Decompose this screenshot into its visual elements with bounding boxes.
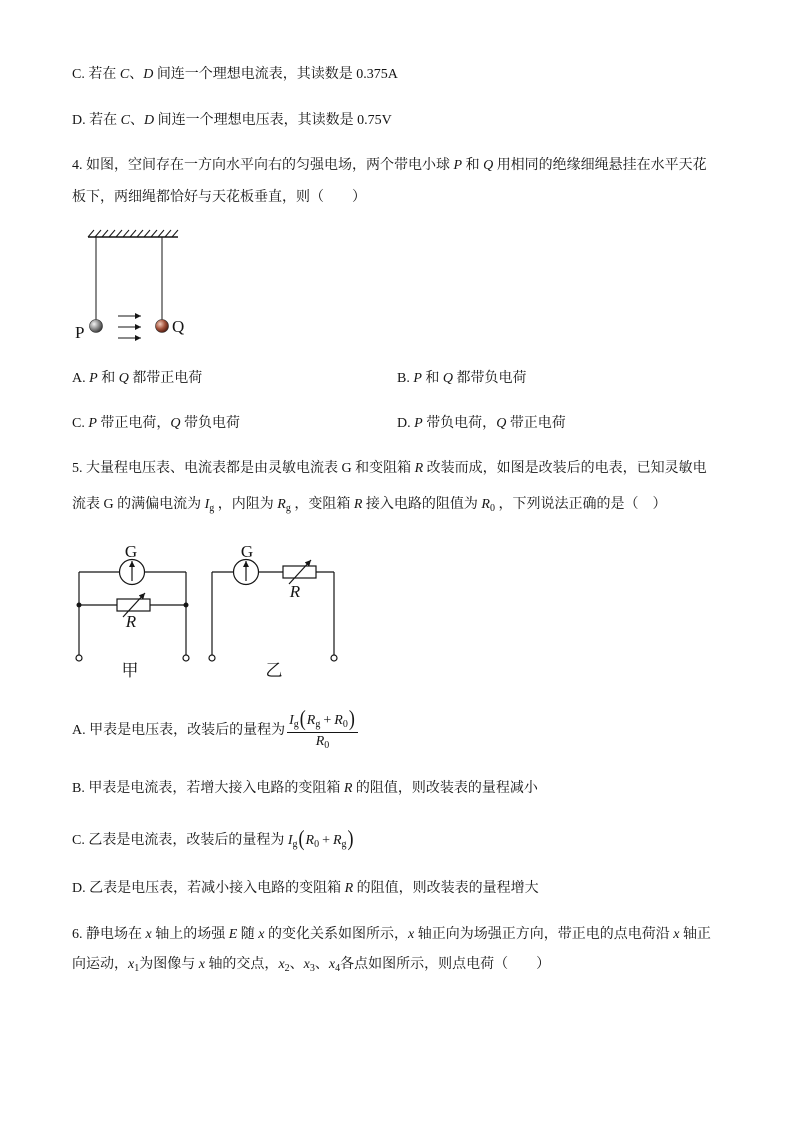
q4-option-c[interactable]: [72, 414, 240, 434]
q5-option-a[interactable]: [72, 705, 358, 751]
text-run: C. 若在: [72, 67, 120, 82]
math-variable: E: [228, 927, 238, 942]
math-variable: D: [143, 113, 155, 128]
text-run: 带正电荷: [506, 416, 566, 431]
ceiling-hatch: [88, 230, 178, 237]
hatch-mark: [116, 230, 122, 237]
math-subscript: g: [293, 718, 299, 730]
text-run: 都带负电荷: [453, 371, 527, 386]
text-run: 和: [97, 371, 119, 386]
math-subscript: 2: [284, 963, 290, 974]
text-run: 板下，两细绳都恰好与天花板垂直，则（ ）: [72, 190, 366, 205]
label-p: P: [75, 323, 85, 342]
text-run: 轴的交点，: [204, 957, 279, 972]
text-run: B. 甲表是电流表，若增大接入电路的变阻箱: [72, 781, 344, 796]
hatch-mark: [158, 230, 164, 237]
hatch-mark: [130, 230, 136, 237]
meter-label: G: [240, 542, 254, 561]
text-run: 的变化关系如图所示，: [264, 927, 408, 942]
circuit-jia: [76, 560, 189, 662]
q4-stem-line-2: [72, 188, 366, 208]
text-run: 、: [129, 113, 144, 128]
math-subscript: g: [209, 503, 215, 514]
q4-figure: [60, 225, 200, 350]
q4-option-d[interactable]: [397, 414, 566, 434]
hatch-mark: [102, 230, 108, 237]
math-operator: +: [323, 712, 332, 728]
math-variable: D: [143, 67, 154, 82]
text-run: 、: [314, 957, 329, 972]
circuit-caption: 甲: [121, 661, 139, 680]
text-run: A. 甲表是电压表，改装后的量程为: [72, 723, 286, 738]
math-variable: x: [408, 927, 415, 942]
q5-figure: [60, 535, 360, 685]
hatch-mark: [165, 230, 171, 237]
math-variable: Q: [442, 371, 454, 386]
ball-p: [90, 320, 103, 333]
terminal: [183, 655, 189, 661]
math-subscript: 0: [314, 839, 320, 850]
text-run: ，下列说法正确的是（ ）: [494, 497, 667, 512]
q5-stem-line-2: [72, 495, 666, 515]
text-run: 轴上的场强: [151, 927, 229, 942]
math-paren: (: [299, 705, 306, 730]
hatch-mark: [95, 230, 101, 237]
math-variable: R: [332, 833, 342, 848]
text-run: ，变阻箱: [290, 497, 354, 512]
math-subscript: g: [315, 718, 321, 730]
q3-option-c[interactable]: [72, 65, 398, 85]
hatch-mark: [172, 230, 178, 237]
text-run: 向运动，: [72, 957, 128, 972]
text-run: 5. 大量程电压表、电流表都是由灵敏电流表 G 和变阻箱: [72, 461, 415, 476]
text-run: 和: [421, 371, 443, 386]
math-subscript: 4: [335, 963, 341, 974]
math-variable: Q: [118, 371, 129, 386]
math-variable: x: [145, 927, 152, 942]
math-variable: x: [198, 957, 205, 972]
text-run: 6. 静电场在: [72, 927, 146, 942]
q6-stem-line-2: [72, 955, 550, 975]
text-run: 用相同的绝缘细绳悬挂在水平天花: [493, 158, 707, 173]
text-run: C. 乙表是电流表，改装后的量程为: [72, 833, 288, 848]
math-variable: R: [353, 497, 363, 512]
text-run: 都带正电荷: [128, 371, 203, 386]
math-paren: ): [348, 705, 355, 730]
math-variable: P: [453, 158, 463, 173]
math-paren: ): [347, 825, 354, 851]
math-variable: R: [305, 833, 315, 848]
text-run: D. 乙表是电压表，若减小接入电路的变阻箱: [72, 881, 345, 896]
terminal: [76, 655, 82, 661]
text-run: A.: [72, 371, 90, 386]
math-variable: P: [88, 416, 97, 431]
math-subscript: g: [292, 839, 298, 850]
math-variable: P: [414, 416, 423, 431]
text-run: 的阻值，则改装表的量程增大: [353, 881, 539, 896]
math-variable: x: [303, 957, 310, 972]
math-variable: I: [289, 712, 294, 728]
math-variable: C: [120, 113, 130, 128]
hatch-mark: [144, 230, 150, 237]
math-variable: Q: [483, 158, 494, 173]
math-variable: P: [89, 371, 98, 386]
hatch-mark: [109, 230, 115, 237]
math-variable: I: [204, 497, 210, 512]
text-run: 改装而成，如图是改装后的电表，已知灵敏电: [423, 461, 707, 476]
fraction-numerator: [287, 705, 358, 733]
junction-dot: [77, 603, 82, 608]
math-variable: Q: [170, 416, 181, 431]
text-run: ，内阻为: [214, 497, 278, 512]
hatch-mark: [123, 230, 129, 237]
text-run: 4. 如图，空间存在一方向水平向右的匀强电场，两个带电小球: [72, 158, 454, 173]
option-a-text: [72, 719, 285, 739]
q5-option-c[interactable]: [72, 825, 355, 851]
text-run: 、: [129, 67, 144, 82]
electric-field-arrows: [118, 316, 141, 338]
text-run: D. 若在: [72, 113, 121, 128]
math-variable: R: [315, 733, 325, 749]
text-run: 带负电荷，: [422, 416, 497, 431]
text-run: 为图像与: [139, 957, 199, 972]
text-run: 间连一个理想电压表，其读数是 0.75V: [154, 113, 392, 128]
q4-option-b[interactable]: [397, 369, 527, 389]
math-subscript: 0: [324, 739, 330, 751]
text-run: 带正电荷，: [96, 416, 171, 431]
text-run: 的阻值，则改装表的量程减小: [352, 781, 538, 796]
terminal: [209, 655, 215, 661]
q5-option-b[interactable]: [72, 779, 538, 799]
math-variable: x: [328, 957, 336, 972]
math-variable: R: [481, 497, 490, 512]
math-operator: +: [322, 833, 330, 848]
text-run: B.: [397, 371, 414, 386]
text-run: D.: [397, 416, 415, 431]
q4-stem-line-1: [72, 156, 707, 176]
math-variable: I: [287, 833, 293, 848]
text-run: 、: [289, 957, 304, 972]
junction-dot: [184, 603, 189, 608]
q3-option-d[interactable]: [72, 111, 392, 131]
range-fraction: [287, 705, 358, 751]
math-subscript: 1: [134, 963, 140, 974]
q6-stem-line-1: [72, 925, 711, 945]
q5-option-d[interactable]: [72, 879, 539, 899]
math-variable: R: [306, 712, 316, 728]
terminal: [331, 655, 337, 661]
math-variable: x: [258, 927, 265, 942]
text-run: 流表 G 的满偏电流为: [72, 497, 205, 512]
math-paren: (: [298, 825, 305, 851]
fraction-denominator: [316, 733, 330, 751]
text-run: 带负电荷: [180, 416, 241, 431]
math-variable: R: [343, 781, 353, 796]
math-variable: x: [128, 957, 135, 972]
hatch-mark: [137, 230, 143, 237]
circuit-caption: 乙: [265, 661, 283, 680]
math-subscript: 0: [489, 503, 495, 514]
text-run: 轴正: [679, 927, 711, 942]
math-subscript: 3: [309, 963, 315, 974]
label-q: Q: [172, 317, 185, 336]
math-variable: R: [277, 497, 286, 512]
math-variable: P: [413, 371, 422, 386]
hatch-mark: [151, 230, 157, 237]
text-run: 轴正向为场强正方向，带正电的点电荷沿: [414, 927, 674, 942]
q5-stem-line-1: [72, 459, 707, 479]
math-variable: R: [414, 461, 424, 476]
ball-q: [156, 320, 169, 333]
text-run: 各点如图所示，则点电荷（ ）: [340, 957, 551, 972]
math-variable: x: [673, 927, 680, 942]
math-variable: Q: [496, 416, 507, 431]
math-subscript: 0: [342, 718, 348, 730]
text-run: 和: [462, 158, 484, 173]
resistor-label: R: [125, 612, 137, 631]
math-subscript: g: [341, 839, 347, 850]
text-run: C.: [72, 416, 89, 431]
text-run: 间连一个理想电流表，其读数是 0.375A: [153, 67, 398, 82]
text-run: 随: [237, 927, 259, 942]
math-subscript: g: [285, 503, 291, 514]
hatch-mark: [88, 230, 94, 237]
math-variable: R: [344, 881, 354, 896]
text-run: 接入电路的阻值为: [362, 497, 482, 512]
resistor-label: R: [289, 582, 301, 601]
circuit-yi: [209, 560, 337, 662]
q4-option-a[interactable]: [72, 369, 202, 389]
math-variable: R: [334, 712, 343, 728]
math-variable: x: [278, 957, 285, 972]
meter-label: G: [124, 542, 138, 561]
math-variable: C: [119, 67, 130, 82]
